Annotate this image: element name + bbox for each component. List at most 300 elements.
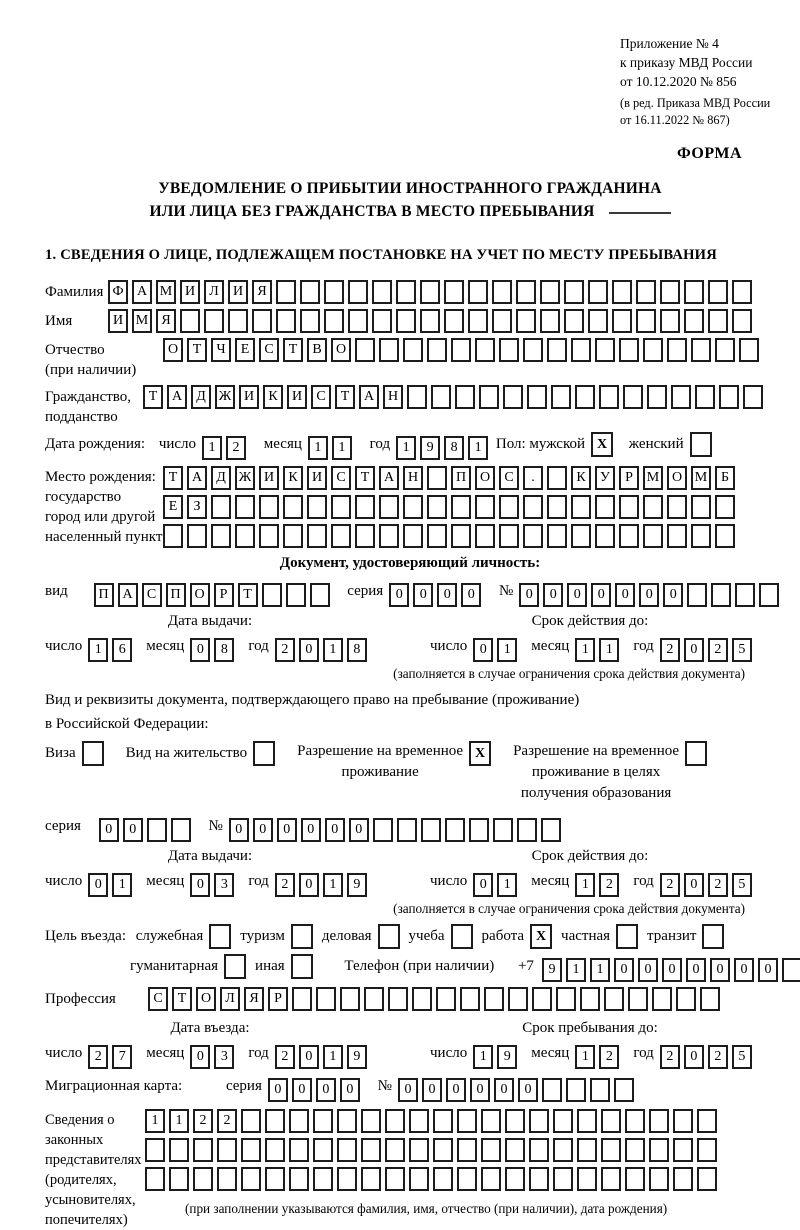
char-cell[interactable] [532,987,552,1011]
char-cell[interactable] [307,495,327,519]
char-cell[interactable] [553,1109,573,1133]
char-cell[interactable]: 1 [599,638,619,662]
char-cell[interactable]: 9 [347,873,367,897]
char-cell[interactable]: Т [355,466,375,490]
char-cell[interactable] [556,987,576,1011]
char-cell[interactable]: 1 [575,638,595,662]
char-cell[interactable]: 3 [214,1045,234,1069]
char-cell[interactable]: 0 [88,873,108,897]
char-cell[interactable]: 2 [275,1045,295,1069]
char-cell[interactable]: 0 [123,818,143,842]
char-cell[interactable] [619,524,639,548]
char-cell[interactable] [614,1078,634,1102]
char-cell[interactable]: 0 [470,1078,490,1102]
char-cell[interactable] [684,309,704,333]
char-cell[interactable] [667,495,687,519]
char-cell[interactable]: 0 [190,873,210,897]
char-cell[interactable]: 0 [299,638,319,662]
char-cell[interactable]: У [595,466,615,490]
char-cell[interactable]: Ч [211,338,231,362]
option-checkbox[interactable] [616,924,638,949]
char-cell[interactable]: Ж [235,466,255,490]
char-cell[interactable] [427,338,447,362]
char-cell[interactable]: М [643,466,663,490]
char-cell[interactable]: П [94,583,114,607]
char-cell[interactable]: Я [156,309,176,333]
option-checkbox[interactable] [451,924,473,949]
char-cell[interactable]: А [187,466,207,490]
char-cell[interactable]: О [196,987,216,1011]
char-cell[interactable] [337,1109,357,1133]
char-cell[interactable]: 2 [660,638,680,662]
char-cell[interactable]: К [283,466,303,490]
char-cell[interactable]: 1 [323,1045,343,1069]
option-checkbox[interactable] [224,954,246,979]
char-cell[interactable] [619,495,639,519]
char-cell[interactable] [505,1167,525,1191]
char-cell[interactable] [361,1167,381,1191]
char-cell[interactable]: 0 [422,1078,442,1102]
char-cell[interactable] [307,524,327,548]
char-cell[interactable] [265,1138,285,1162]
char-cell[interactable] [379,524,399,548]
char-cell[interactable]: Т [238,583,258,607]
char-cell[interactable]: 5 [732,1045,752,1069]
sex-female-checkbox[interactable] [690,432,712,457]
char-cell[interactable]: Я [244,987,264,1011]
char-cell[interactable] [551,385,571,409]
char-cell[interactable] [180,309,200,333]
char-cell[interactable] [577,1138,597,1162]
char-cell[interactable]: И [108,309,128,333]
char-cell[interactable] [492,309,512,333]
char-cell[interactable]: 1 [497,638,517,662]
char-cell[interactable] [636,309,656,333]
char-cell[interactable] [564,280,584,304]
char-cell[interactable] [169,1167,189,1191]
char-cell[interactable] [289,1167,309,1191]
char-cell[interactable]: В [307,338,327,362]
char-cell[interactable]: 0 [638,958,658,982]
char-cell[interactable]: 0 [277,818,297,842]
char-cell[interactable] [571,495,591,519]
char-cell[interactable]: 0 [614,958,634,982]
char-cell[interactable]: 0 [349,818,369,842]
char-cell[interactable] [204,309,224,333]
char-cell[interactable]: Т [172,987,192,1011]
char-cell[interactable]: 1 [396,436,416,460]
char-cell[interactable] [420,309,440,333]
char-cell[interactable] [759,583,779,607]
char-cell[interactable]: 5 [732,638,752,662]
char-cell[interactable] [708,280,728,304]
char-cell[interactable]: С [499,466,519,490]
option-checkbox[interactable] [685,741,707,766]
char-cell[interactable] [469,818,489,842]
char-cell[interactable] [427,495,447,519]
char-cell[interactable] [364,987,384,1011]
char-cell[interactable] [612,309,632,333]
char-cell[interactable]: Р [268,987,288,1011]
char-cell[interactable]: 0 [543,583,563,607]
char-cell[interactable]: 3 [214,873,234,897]
char-cell[interactable] [235,495,255,519]
char-cell[interactable]: 1 [88,638,108,662]
char-cell[interactable] [455,385,475,409]
char-cell[interactable]: 0 [316,1078,336,1102]
char-cell[interactable] [409,1138,429,1162]
char-cell[interactable] [553,1138,573,1162]
char-cell[interactable] [241,1109,261,1133]
char-cell[interactable]: 0 [299,873,319,897]
char-cell[interactable]: 0 [268,1078,288,1102]
char-cell[interactable] [259,524,279,548]
char-cell[interactable] [457,1109,477,1133]
char-cell[interactable]: 9 [347,1045,367,1069]
char-cell[interactable] [595,495,615,519]
char-cell[interactable] [228,309,248,333]
char-cell[interactable] [433,1138,453,1162]
char-cell[interactable]: 0 [398,1078,418,1102]
char-cell[interactable] [652,987,672,1011]
char-cell[interactable]: 1 [308,436,328,460]
option-checkbox[interactable]: X [469,741,491,766]
char-cell[interactable] [283,524,303,548]
char-cell[interactable] [283,495,303,519]
char-cell[interactable] [276,280,296,304]
char-cell[interactable] [313,1167,333,1191]
char-cell[interactable]: А [359,385,379,409]
char-cell[interactable]: 0 [518,1078,538,1102]
char-cell[interactable] [241,1138,261,1162]
char-cell[interactable] [241,1167,261,1191]
char-cell[interactable]: 0 [413,583,433,607]
char-cell[interactable] [292,987,312,1011]
char-cell[interactable] [331,524,351,548]
char-cell[interactable]: И [239,385,259,409]
char-cell[interactable] [564,309,584,333]
char-cell[interactable]: 0 [299,1045,319,1069]
char-cell[interactable] [355,524,375,548]
char-cell[interactable] [516,309,536,333]
char-cell[interactable] [505,1138,525,1162]
char-cell[interactable] [625,1167,645,1191]
char-cell[interactable] [193,1167,213,1191]
char-cell[interactable]: И [259,466,279,490]
char-cell[interactable] [499,524,519,548]
char-cell[interactable]: 2 [660,873,680,897]
char-cell[interactable] [252,309,272,333]
char-cell[interactable] [187,524,207,548]
char-cell[interactable] [313,1138,333,1162]
sex-male-checkbox[interactable]: X [591,432,613,457]
char-cell[interactable] [732,309,752,333]
char-cell[interactable]: И [180,280,200,304]
char-cell[interactable] [517,818,537,842]
char-cell[interactable] [628,987,648,1011]
char-cell[interactable] [711,583,731,607]
char-cell[interactable] [660,309,680,333]
char-cell[interactable]: 0 [325,818,345,842]
char-cell[interactable]: Л [220,987,240,1011]
char-cell[interactable] [625,1109,645,1133]
char-cell[interactable] [529,1167,549,1191]
char-cell[interactable] [673,1138,693,1162]
char-cell[interactable]: 0 [734,958,754,982]
char-cell[interactable] [171,818,191,842]
char-cell[interactable] [649,1167,669,1191]
char-cell[interactable] [412,987,432,1011]
char-cell[interactable] [211,524,231,548]
char-cell[interactable] [324,280,344,304]
char-cell[interactable] [667,338,687,362]
char-cell[interactable] [697,1167,717,1191]
char-cell[interactable] [445,818,465,842]
char-cell[interactable]: 1 [112,873,132,897]
char-cell[interactable]: 5 [732,873,752,897]
char-cell[interactable] [503,385,523,409]
char-cell[interactable] [667,524,687,548]
char-cell[interactable]: 7 [112,1045,132,1069]
char-cell[interactable]: 2 [88,1045,108,1069]
char-cell[interactable] [475,524,495,548]
char-cell[interactable] [700,987,720,1011]
char-cell[interactable] [571,338,591,362]
char-cell[interactable] [687,583,707,607]
char-cell[interactable]: 9 [497,1045,517,1069]
char-cell[interactable]: С [148,987,168,1011]
char-cell[interactable] [649,1109,669,1133]
char-cell[interactable]: Т [335,385,355,409]
char-cell[interactable] [145,1138,165,1162]
char-cell[interactable]: Н [383,385,403,409]
char-cell[interactable] [265,1167,285,1191]
char-cell[interactable]: 0 [340,1078,360,1102]
char-cell[interactable] [433,1167,453,1191]
option-checkbox[interactable] [209,924,231,949]
char-cell[interactable]: 9 [420,436,440,460]
char-cell[interactable] [529,1109,549,1133]
char-cell[interactable] [427,524,447,548]
char-cell[interactable]: 0 [437,583,457,607]
char-cell[interactable] [604,987,624,1011]
char-cell[interactable]: 0 [684,1045,704,1069]
char-cell[interactable] [481,1109,501,1133]
char-cell[interactable] [372,280,392,304]
char-cell[interactable] [444,280,464,304]
char-cell[interactable] [732,280,752,304]
char-cell[interactable] [697,1138,717,1162]
char-cell[interactable] [540,309,560,333]
char-cell[interactable]: А [132,280,152,304]
char-cell[interactable] [782,958,800,982]
char-cell[interactable]: О [331,338,351,362]
char-cell[interactable] [475,495,495,519]
char-cell[interactable]: 2 [708,1045,728,1069]
char-cell[interactable] [444,309,464,333]
char-cell[interactable]: 1 [468,436,488,460]
char-cell[interactable] [715,338,735,362]
char-cell[interactable]: 1 [145,1109,165,1133]
char-cell[interactable] [595,524,615,548]
char-cell[interactable]: 0 [615,583,635,607]
char-cell[interactable] [588,280,608,304]
char-cell[interactable]: 6 [112,638,132,662]
char-cell[interactable] [289,1138,309,1162]
char-cell[interactable] [541,818,561,842]
char-cell[interactable] [673,1109,693,1133]
char-cell[interactable] [601,1138,621,1162]
char-cell[interactable] [451,524,471,548]
char-cell[interactable] [388,987,408,1011]
char-cell[interactable] [493,818,513,842]
char-cell[interactable] [235,524,255,548]
char-cell[interactable] [547,466,567,490]
char-cell[interactable] [484,987,504,1011]
char-cell[interactable]: 1 [332,436,352,460]
char-cell[interactable] [460,987,480,1011]
char-cell[interactable] [625,1138,645,1162]
char-cell[interactable]: 0 [446,1078,466,1102]
char-cell[interactable] [397,818,417,842]
char-cell[interactable]: М [156,280,176,304]
char-cell[interactable]: 8 [444,436,464,460]
char-cell[interactable] [719,385,739,409]
char-cell[interactable] [259,495,279,519]
char-cell[interactable]: 2 [708,873,728,897]
char-cell[interactable] [590,1078,610,1102]
char-cell[interactable] [691,495,711,519]
char-cell[interactable] [492,280,512,304]
char-cell[interactable] [540,280,560,304]
char-cell[interactable] [324,309,344,333]
char-cell[interactable] [348,280,368,304]
char-cell[interactable] [649,1138,669,1162]
char-cell[interactable] [337,1138,357,1162]
char-cell[interactable] [735,583,755,607]
char-cell[interactable] [451,495,471,519]
char-cell[interactable]: 2 [217,1109,237,1133]
char-cell[interactable]: 2 [275,873,295,897]
char-cell[interactable] [361,1109,381,1133]
char-cell[interactable] [427,466,447,490]
char-cell[interactable] [331,495,351,519]
char-cell[interactable] [169,1138,189,1162]
char-cell[interactable] [529,1138,549,1162]
char-cell[interactable] [379,495,399,519]
char-cell[interactable] [577,1109,597,1133]
char-cell[interactable]: 8 [347,638,367,662]
char-cell[interactable]: 0 [292,1078,312,1102]
char-cell[interactable]: 2 [599,873,619,897]
char-cell[interactable] [313,1109,333,1133]
char-cell[interactable] [407,385,427,409]
char-cell[interactable] [708,309,728,333]
option-checkbox[interactable] [378,924,400,949]
char-cell[interactable] [739,338,759,362]
char-cell[interactable]: С [259,338,279,362]
char-cell[interactable] [262,583,282,607]
char-cell[interactable]: Я [252,280,272,304]
char-cell[interactable]: 9 [542,958,562,982]
char-cell[interactable]: 0 [253,818,273,842]
char-cell[interactable] [396,280,416,304]
char-cell[interactable] [361,1138,381,1162]
char-cell[interactable] [553,1167,573,1191]
option-checkbox[interactable] [702,924,724,949]
char-cell[interactable]: 0 [99,818,119,842]
char-cell[interactable] [643,495,663,519]
char-cell[interactable] [420,280,440,304]
char-cell[interactable]: 2 [226,436,246,460]
char-cell[interactable] [508,987,528,1011]
char-cell[interactable] [599,385,619,409]
char-cell[interactable]: Т [143,385,163,409]
char-cell[interactable] [566,1078,586,1102]
char-cell[interactable] [577,1167,597,1191]
option-checkbox[interactable]: X [530,924,552,949]
char-cell[interactable]: 0 [190,638,210,662]
char-cell[interactable]: 0 [519,583,539,607]
char-cell[interactable]: 0 [591,583,611,607]
char-cell[interactable] [265,1109,285,1133]
char-cell[interactable] [676,987,696,1011]
char-cell[interactable] [542,1078,562,1102]
char-cell[interactable] [643,524,663,548]
char-cell[interactable] [660,280,680,304]
char-cell[interactable] [276,309,296,333]
option-checkbox[interactable] [253,741,275,766]
char-cell[interactable] [316,987,336,1011]
char-cell[interactable] [457,1167,477,1191]
char-cell[interactable] [619,338,639,362]
char-cell[interactable] [575,385,595,409]
char-cell[interactable]: П [451,466,471,490]
char-cell[interactable] [715,495,735,519]
char-cell[interactable] [523,338,543,362]
char-cell[interactable]: Ж [215,385,235,409]
char-cell[interactable] [547,495,567,519]
char-cell[interactable]: Д [191,385,211,409]
char-cell[interactable] [403,495,423,519]
char-cell[interactable]: 0 [710,958,730,982]
char-cell[interactable]: . [523,466,543,490]
char-cell[interactable]: 1 [323,638,343,662]
char-cell[interactable]: О [190,583,210,607]
char-cell[interactable]: 1 [575,1045,595,1069]
char-cell[interactable] [436,987,456,1011]
char-cell[interactable] [340,987,360,1011]
char-cell[interactable]: 0 [684,638,704,662]
char-cell[interactable] [516,280,536,304]
char-cell[interactable]: М [691,466,711,490]
char-cell[interactable] [684,280,704,304]
char-cell[interactable]: М [132,309,152,333]
char-cell[interactable]: Р [214,583,234,607]
char-cell[interactable] [385,1109,405,1133]
char-cell[interactable] [145,1167,165,1191]
char-cell[interactable] [580,987,600,1011]
char-cell[interactable]: З [187,495,207,519]
char-cell[interactable]: С [142,583,162,607]
char-cell[interactable]: 0 [473,638,493,662]
char-cell[interactable]: 2 [708,638,728,662]
char-cell[interactable]: 2 [599,1045,619,1069]
char-cell[interactable]: 0 [473,873,493,897]
char-cell[interactable]: 0 [389,583,409,607]
char-cell[interactable] [355,495,375,519]
char-cell[interactable] [697,1109,717,1133]
